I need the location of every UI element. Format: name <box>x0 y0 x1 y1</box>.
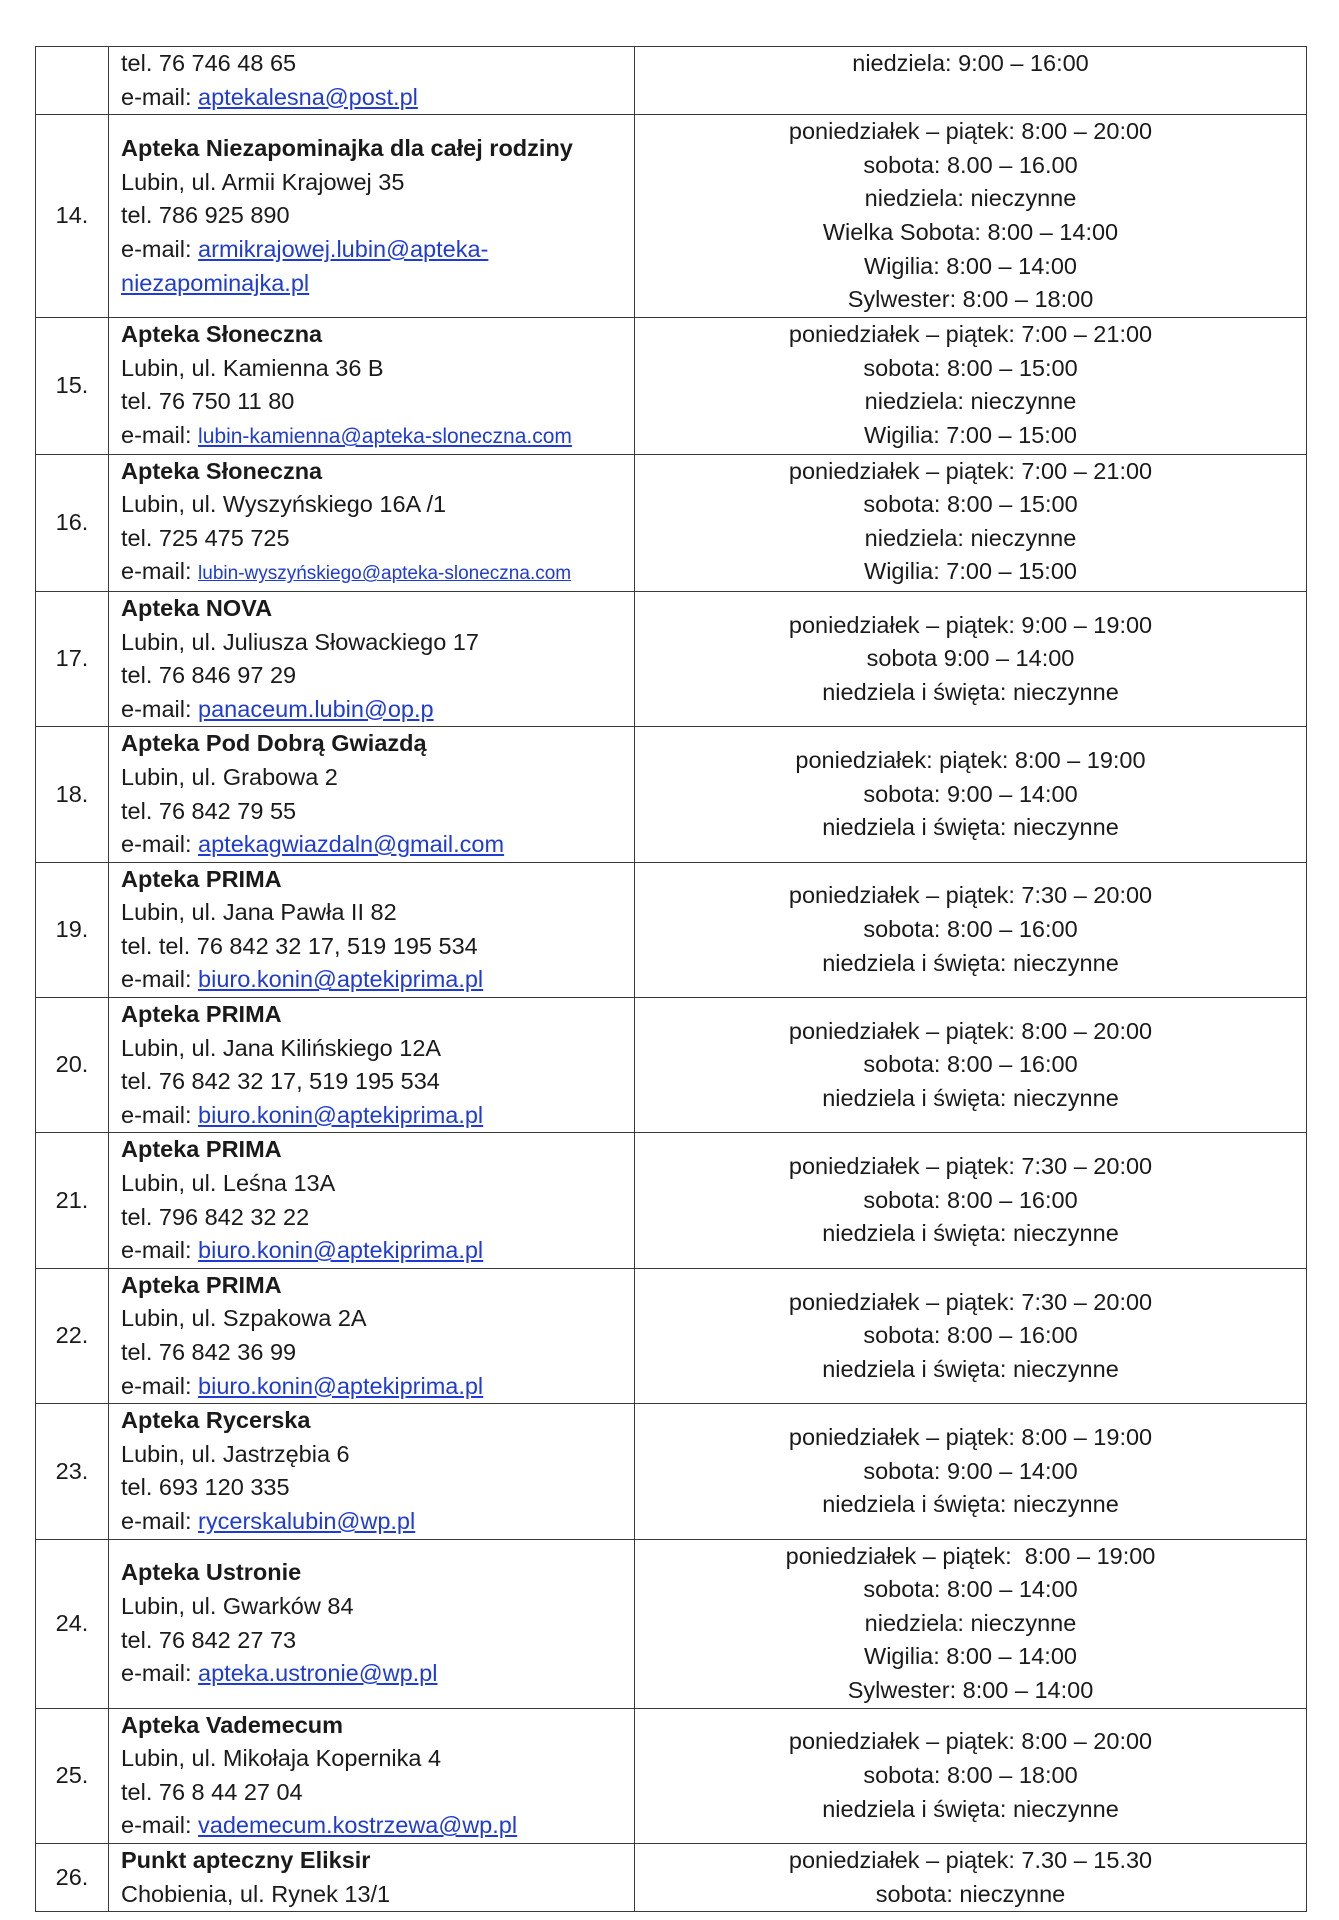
phone-line: tel. 786 925 890 <box>121 202 290 229</box>
email-line <box>121 828 634 862</box>
hours-line: sobota: 8:00 – 16:00 <box>863 1186 1078 1213</box>
pharmacy-info <box>109 1133 635 1268</box>
pharmacy-info <box>109 1268 635 1403</box>
hours-line: sobota: 8.00 – 16.00 <box>863 151 1078 178</box>
table-row <box>36 1539 1307 1708</box>
row-number: 15. <box>36 318 109 454</box>
hours-line: niedziela i święta: nieczynne <box>822 949 1119 976</box>
pharmacy-info <box>109 47 635 115</box>
table-row <box>36 1843 1307 1911</box>
email-link[interactable]: rycerskalubin@wp.pl <box>198 1507 416 1534</box>
pharmacy-name: Apteka Słoneczna <box>121 321 323 348</box>
email-line <box>121 963 634 997</box>
phone-line: tel. 76 842 32 17, 519 195 534 <box>121 1068 440 1095</box>
email-prefix: e-mail: <box>121 966 199 993</box>
row-number: 26. <box>36 1843 109 1911</box>
email-line <box>121 1505 634 1539</box>
email-line <box>121 81 634 115</box>
row-number: 14. <box>36 115 109 318</box>
pharmacy-info <box>109 591 635 726</box>
pharmacy-name: Apteka PRIMA <box>121 1271 282 1298</box>
table-row <box>36 115 1307 318</box>
email-line <box>121 555 634 591</box>
opening-hours <box>635 318 1307 454</box>
email-prefix: e-mail: <box>121 695 199 722</box>
hours-line: sobota: 8:00 – 15:00 <box>863 354 1078 381</box>
row-number: 16. <box>36 454 109 591</box>
hours-line: sobota: 8:00 – 16:00 <box>863 1051 1078 1078</box>
pharmacy-info <box>109 1539 635 1708</box>
email-line <box>121 419 634 454</box>
document-page <box>35 46 1306 1912</box>
email-line <box>121 1234 634 1268</box>
pharmacy-info <box>109 318 635 454</box>
email-line <box>121 1809 634 1843</box>
hours-line: niedziela i święta: nieczynne <box>822 814 1119 841</box>
pharmacy-info <box>109 862 635 997</box>
hours-line: niedziela: 9:00 – 16:00 <box>852 50 1089 76</box>
pharmacy-name: Apteka Pod Dobrą Gwiazdą <box>121 730 427 757</box>
table-row <box>36 591 1307 726</box>
hours-line: poniedziałek – piątek: 9:00 – 19:00 <box>788 611 1153 638</box>
email-prefix: e-mail: <box>121 235 199 262</box>
email-link[interactable]: lubin-wyszyńskiego@apteka-sloneczna.com <box>198 563 572 585</box>
email-link[interactable]: panaceum.lubin@op.p <box>198 695 434 722</box>
hours-line: niedziela i święta: nieczynne <box>822 1491 1119 1518</box>
hours-line: Wielka Sobota: 8:00 – 14:00 <box>822 218 1119 245</box>
table-row <box>36 727 1307 862</box>
hours-line: poniedziałek – piątek: 7.30 – 15.30 <box>788 1846 1153 1873</box>
opening-hours <box>635 998 1307 1133</box>
hours-line: sobota: 9:00 – 14:00 <box>863 780 1078 807</box>
hours-line: poniedziałek – piątek: 7:00 – 21:00 <box>788 321 1153 348</box>
hours-line: poniedziałek – piątek: 7:30 – 20:00 <box>788 882 1153 909</box>
phone-line: tel. 693 120 335 <box>121 1474 290 1501</box>
pharmacy-info <box>109 727 635 862</box>
row-number: 24. <box>36 1539 109 1708</box>
row-number: 20. <box>36 998 109 1133</box>
email-link[interactable]: lubin-kamienna@apteka-sloneczna.com <box>198 424 572 448</box>
pharmacy-name: Punkt apteczny Eliksir <box>121 1846 371 1873</box>
hours-line: poniedziałek – piątek: 8:00 – 19:00 <box>788 1423 1153 1450</box>
pharmacy-name: Apteka PRIMA <box>121 865 282 892</box>
address-line: Lubin, ul. Grabowa 2 <box>121 763 338 790</box>
email-line <box>121 1099 634 1133</box>
pharmacy-name: Apteka NOVA <box>121 594 273 621</box>
address-line: Lubin, ul. Wyszyńskiego 16A /1 <box>121 491 447 518</box>
hours-line: sobota: 8:00 – 16:00 <box>863 916 1078 943</box>
hours-line: niedziela i święta: nieczynne <box>822 678 1119 705</box>
email-line <box>121 1370 634 1404</box>
row-number: 18. <box>36 727 109 862</box>
email-prefix: e-mail: <box>121 1101 199 1128</box>
address-line: Lubin, ul. Jastrzębia 6 <box>121 1440 350 1467</box>
hours-line: niedziela: nieczynne <box>864 524 1077 551</box>
hours-line: poniedziałek – piątek: 8:00 – 20:00 <box>788 118 1153 145</box>
email-link[interactable]: vademecum.kostrzewa@wp.pl <box>198 1812 518 1839</box>
address-line: Lubin, ul. Jana Kilińskiego 12A <box>121 1034 442 1061</box>
phone-line: tel. 725 475 725 <box>121 524 290 551</box>
opening-hours <box>635 1843 1307 1911</box>
opening-hours <box>635 1708 1307 1843</box>
phone-line: tel. tel. 76 842 32 17, 519 195 534 <box>121 932 478 959</box>
row-number: 17. <box>36 591 109 726</box>
opening-hours <box>635 1404 1307 1539</box>
email-prefix: e-mail: <box>121 421 199 448</box>
email-line <box>121 693 634 727</box>
email-prefix: e-mail: <box>121 1237 199 1264</box>
table-row <box>36 1708 1307 1843</box>
row-number: 21. <box>36 1133 109 1268</box>
address-line: Lubin, ul. Gwarków 84 <box>121 1592 354 1619</box>
email-line <box>121 233 634 267</box>
phone-line: tel. 76 750 11 80 <box>121 388 295 415</box>
hours-line: Wigilia: 7:00 – 15:00 <box>864 421 1077 448</box>
email-link[interactable]: aptekalesna@post.pl <box>198 83 418 110</box>
email-link[interactable]: aptekagwiazdaln@gmail.com <box>198 831 505 858</box>
hours-line: sobota: 9:00 – 14:00 <box>863 1457 1078 1484</box>
pharmacy-name: Apteka Vademecum <box>121 1711 344 1738</box>
hours-line: poniedziałek – piątek: 7:00 – 21:00 <box>788 457 1153 484</box>
phone-line: tel. 76 842 79 55 <box>121 797 297 824</box>
hours-line: niedziela i święta: nieczynne <box>822 1220 1119 1247</box>
pharmacy-info <box>109 115 635 318</box>
email-prefix: e-mail: <box>121 558 199 585</box>
hours-line: niedziela: nieczynne <box>864 388 1077 415</box>
pharmacy-name: Apteka Niezapominajka dla całej rodziny <box>121 135 573 162</box>
pharmacy-info <box>109 454 635 591</box>
table-row <box>36 862 1307 997</box>
hours-line: Sylwester: 8:00 – 18:00 <box>847 286 1094 313</box>
address-line: Lubin, ul. Jana Pawła II 82 <box>121 899 397 926</box>
hours-line: poniedziałek – piątek: 8:00 – 20:00 <box>788 1728 1153 1755</box>
opening-hours <box>635 1133 1307 1268</box>
opening-hours <box>635 862 1307 997</box>
hours-line: niedziela i święta: nieczynne <box>822 1085 1119 1112</box>
phone-line: tel. 76 846 97 29 <box>121 662 297 689</box>
hours-line: sobota: 8:00 – 15:00 <box>863 491 1078 518</box>
hours-line: sobota 9:00 – 14:00 <box>866 645 1075 672</box>
pharmacy-info <box>109 1404 635 1539</box>
row-number: 22. <box>36 1268 109 1403</box>
pharmacy-name: Apteka PRIMA <box>121 1001 282 1028</box>
table-row <box>36 1404 1307 1539</box>
hours-line: Sylwester: 8:00 – 14:00 <box>847 1676 1094 1703</box>
hours-line: Wigilia: 8:00 – 14:00 <box>864 252 1077 279</box>
row-number: 25. <box>36 1708 109 1843</box>
address-line: Lubin, ul. Kamienna 36 B <box>121 354 384 381</box>
hours-line: Wigilia: 7:00 – 15:00 <box>864 558 1077 585</box>
email-link[interactable]: biuro.konin@aptekiprima.pl <box>198 1101 484 1128</box>
phone-line: tel. 76 8 44 27 04 <box>121 1778 303 1805</box>
email-prefix: e-mail: <box>121 83 199 110</box>
address-line: Lubin, ul. Mikołaja Kopernika 4 <box>121 1745 442 1772</box>
hours-line: poniedziałek – piątek: 8:00 – 19:00 <box>785 1542 1156 1569</box>
phone-line: tel. 76 746 48 65 <box>121 50 297 76</box>
email-link[interactable]: biuro.konin@aptekiprima.pl <box>198 1237 484 1264</box>
row-number <box>36 47 109 115</box>
hours-line: poniedziałek: piątek: 8:00 – 19:00 <box>795 747 1146 774</box>
hours-line: sobota: 8:00 – 18:00 <box>863 1761 1078 1788</box>
pharmacy-name: Apteka Ustronie <box>121 1559 302 1586</box>
address-line: Chobienia, ul. Rynek 13/1 <box>121 1880 391 1907</box>
email-link[interactable]: biuro.konin@aptekiprima.pl <box>198 1372 484 1399</box>
address-line: Lubin, ul. Leśna 13A <box>121 1170 336 1197</box>
email-prefix: e-mail: <box>121 1507 199 1534</box>
opening-hours <box>635 454 1307 591</box>
pharmacy-name: Apteka Słoneczna <box>121 457 323 484</box>
table-row <box>36 1268 1307 1403</box>
opening-hours <box>635 591 1307 726</box>
email-line <box>121 1657 634 1691</box>
email-line-continued <box>121 267 634 301</box>
pharmacy-name: Apteka PRIMA <box>121 1136 282 1163</box>
pharmacy-info <box>109 1843 635 1911</box>
hours-line: poniedziałek – piątek: 7:30 – 20:00 <box>788 1153 1153 1180</box>
hours-line: poniedziałek – piątek: 8:00 – 20:00 <box>788 1017 1153 1044</box>
email-prefix: e-mail: <box>121 1812 199 1839</box>
table-row <box>36 454 1307 591</box>
hours-line: Wigilia: 8:00 – 14:00 <box>864 1643 1077 1670</box>
hours-line: sobota: 8:00 – 14:00 <box>863 1576 1078 1603</box>
pharmacy-info <box>109 998 635 1133</box>
pharmacy-info <box>109 1708 635 1843</box>
hours-line: sobota: nieczynne <box>875 1880 1066 1907</box>
hours-line: niedziela i święta: nieczynne <box>822 1795 1119 1822</box>
opening-hours <box>635 1268 1307 1403</box>
phone-line: tel. 76 842 27 73 <box>121 1626 297 1653</box>
table-row <box>36 318 1307 454</box>
email-link[interactable]: armikrajowej.lubin@apteka- <box>198 235 489 262</box>
phone-line: tel. 76 842 36 99 <box>121 1339 297 1365</box>
opening-hours <box>635 115 1307 318</box>
email-link-continued[interactable]: niezapominajka.pl <box>121 269 310 296</box>
hours-line: poniedziałek – piątek: 7:30 – 20:00 <box>788 1288 1153 1315</box>
phone-line: tel. 796 842 32 22 <box>121 1203 310 1230</box>
email-prefix: e-mail: <box>121 1372 199 1399</box>
email-link[interactable]: biuro.konin@aptekiprima.pl <box>198 966 484 993</box>
address-line: Lubin, ul. Armii Krajowej 35 <box>121 168 405 195</box>
opening-hours <box>635 1539 1307 1708</box>
pharmacy-table <box>35 46 1307 1912</box>
address-line: Lubin, ul. Juliusza Słowackiego 17 <box>121 628 479 655</box>
address-line: Lubin, ul. Szpakowa 2A <box>121 1305 367 1332</box>
table-row <box>36 47 1307 115</box>
email-link[interactable]: apteka.ustronie@wp.pl <box>198 1660 438 1687</box>
row-number: 23. <box>36 1404 109 1539</box>
hours-line: niedziela i święta: nieczynne <box>822 1355 1119 1382</box>
email-prefix: e-mail: <box>121 1660 199 1687</box>
pharmacy-name: Apteka Rycerska <box>121 1407 311 1434</box>
row-number: 19. <box>36 862 109 997</box>
email-prefix: e-mail: <box>121 831 199 858</box>
hours-line: niedziela: nieczynne <box>864 185 1077 212</box>
hours-line: niedziela: nieczynne <box>864 1609 1077 1636</box>
hours-line: sobota: 8:00 – 16:00 <box>863 1322 1078 1349</box>
opening-hours <box>635 727 1307 862</box>
table-row <box>36 998 1307 1133</box>
table-row <box>36 1133 1307 1268</box>
opening-hours <box>635 47 1307 115</box>
